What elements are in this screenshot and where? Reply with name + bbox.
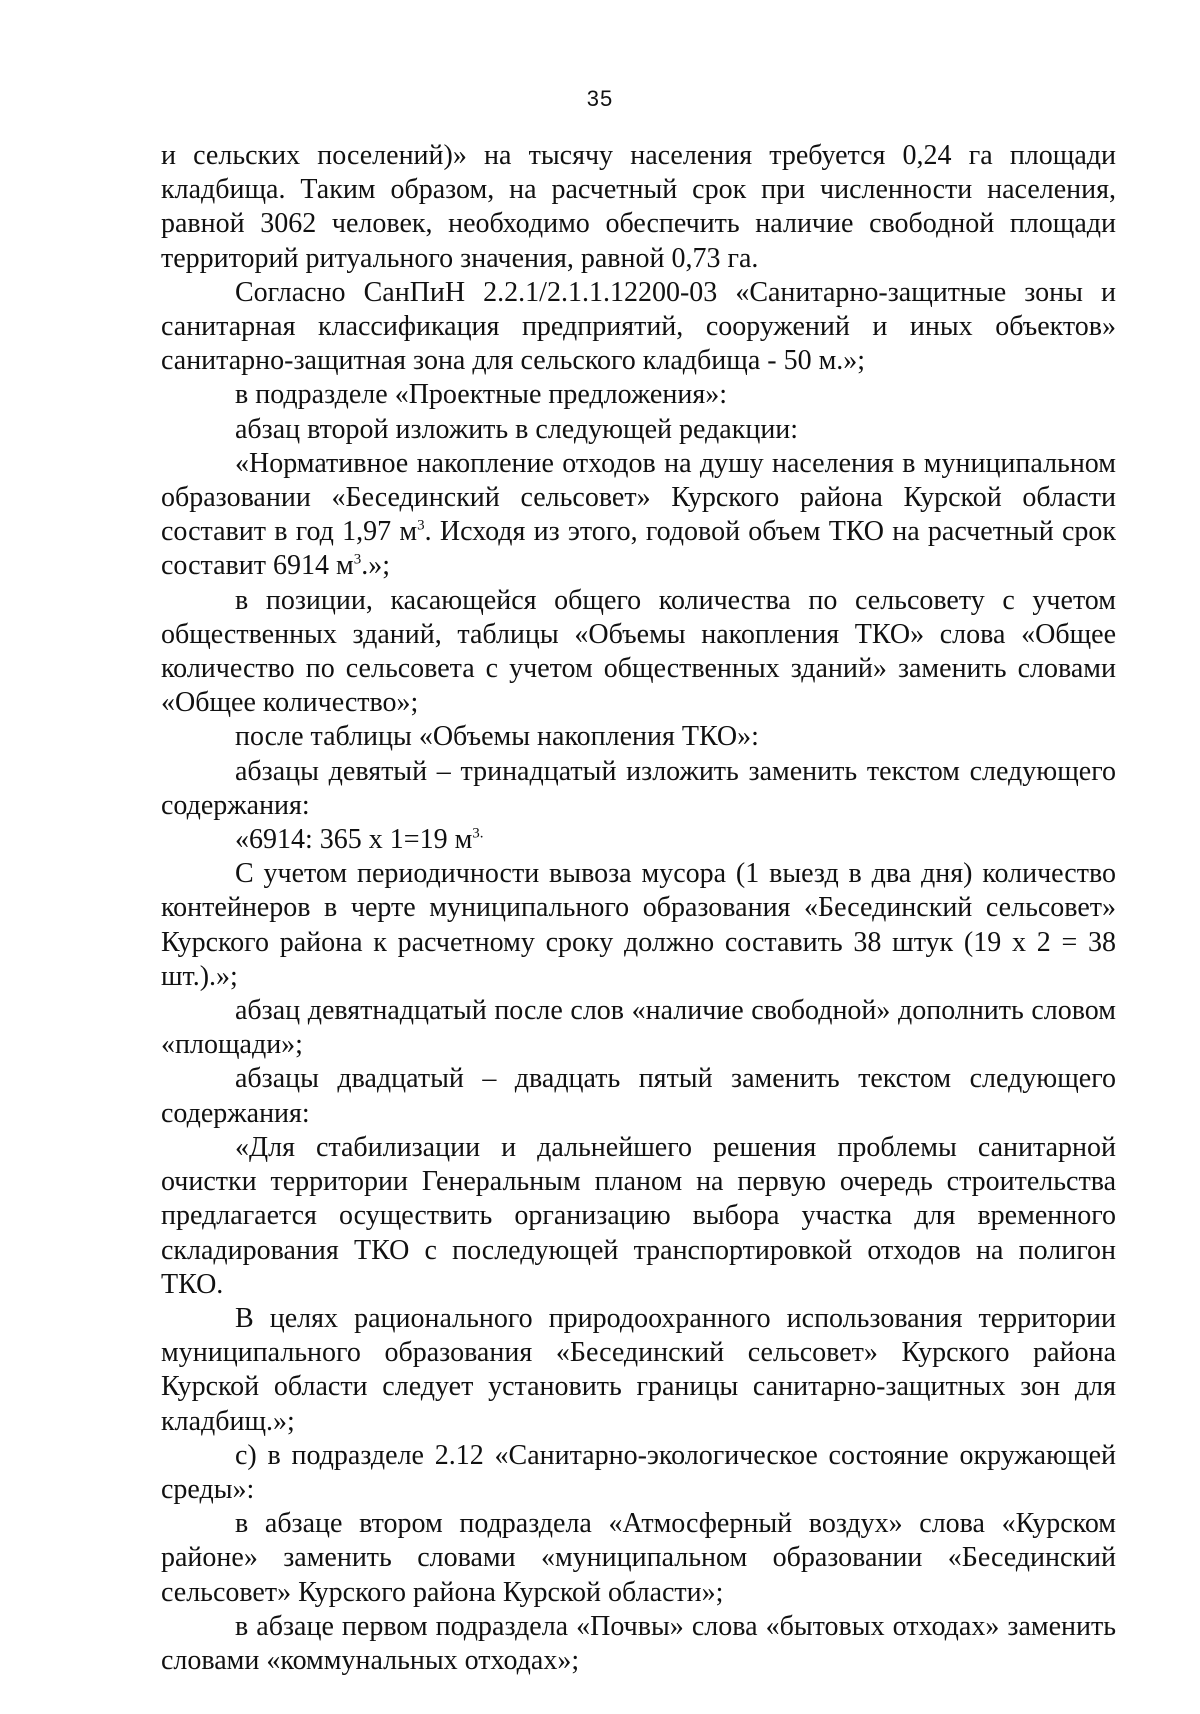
- paragraph-text: абзац девятнадцатый после слов «наличие свободной» дополнить словом «площади»;: [161, 995, 1116, 1061]
- paragraph-text: «Для стабилизации и дальнейшего решения проблемы санитарной очистки территории Генеральным планом на первую очередь строительства предлагается осуществить организацию выбора участка для временного складирования ТКО с последующей транспортировкой отходов на полигон ТКО.: [161, 1131, 1116, 1300]
- paragraph-after-table: [161, 720, 1116, 754]
- paragraph-text: с) в подразделе 2.12 «Санитарно-экологическое состояние окружающей среды»:: [161, 1439, 1116, 1505]
- paragraph-environmental: [161, 1302, 1116, 1439]
- paragraph-text: С учетом периодичности вывоза мусора (1 выезд в два дня) количество контейнеров в черте муниципального образования «Бесединский сельсовет» Курского района к расчетному сроку должно составить 38 штук (19 х 2 = 38 шт.).»;: [161, 858, 1116, 992]
- paragraph-atmosphere: [161, 1507, 1116, 1610]
- paragraph-sanpin: [161, 276, 1116, 379]
- paragraph-text: в абзаце первом подраздела «Почвы» слова «бытовых отходах» заменить словами «коммунальных отходах»;: [161, 1610, 1116, 1676]
- paragraph-text: Согласно СанПиН 2.2.1/2.1.1.12200-03 «Санитарно-защитные зоны и санитарная классификация предприятий, сооружений и иных объектов» санитарно-защитная зона для сельского кладбища - 50 м.»;: [161, 276, 1116, 377]
- paragraph-text: после таблицы «Объемы накопления ТКО»:: [235, 721, 759, 753]
- paragraph-text: абзац второй изложить в следующей редакции:: [235, 413, 799, 445]
- paragraph-text: абзацы девятый – тринадцатый изложить заменить текстом следующего содержания:: [161, 755, 1116, 821]
- paragraph-text: .»;: [361, 550, 390, 582]
- superscript: 3: [353, 552, 362, 569]
- paragraph-stabilization: [161, 1131, 1116, 1302]
- paragraph-subsection-proposals: [161, 378, 1116, 412]
- paragraph-abzacy-20-25: [161, 1062, 1116, 1130]
- paragraph-cemetery-area: [161, 139, 1116, 276]
- paragraph-text: в подразделе «Проектные предложения»:: [235, 379, 727, 411]
- paragraph-waste-norm: [161, 447, 1116, 584]
- paragraph-text: . Исходя из этого, годовой объем ТКО на расчетный срок составит 6914 м: [161, 516, 1116, 582]
- paragraph-text: В целях рационального природоохранного использования территории муниципального образования «Бесединский сельсовет» Курского района Курской области следует установить границы санитарно-защитных зон для кладбищ.»;: [161, 1302, 1116, 1437]
- superscript: 3: [417, 517, 425, 534]
- paragraph-containers: [161, 857, 1116, 994]
- paragraph-table-position: [161, 584, 1116, 721]
- paragraph-text: в позиции, касающейся общего количества по сельсовету с учетом общественных зданий, таблицы «Объемы накопления ТКО» слова «Общее количество по сельсовета с учетом общественных зданий» заменить словами «Общее количество»;: [161, 584, 1116, 719]
- paragraph-soils: [161, 1610, 1116, 1678]
- paragraph-abzacy-9-13: [161, 755, 1116, 823]
- paragraph-abzac-19: [161, 994, 1116, 1062]
- paragraph-text: в абзаце втором подраздела «Атмосферный воздух» слова «Курском районе» заменить словами «муниципальном образовании «Бесединский сельсовет» Курского района Курской области»;: [161, 1508, 1116, 1608]
- paragraph-formula: [161, 823, 1116, 857]
- paragraph-text: абзацы двадцатый – двадцать пятый заменить текстом следующего содержания:: [161, 1063, 1116, 1129]
- paragraph-text: «6914: 365 х 1=19 м: [235, 824, 473, 856]
- page-number: 35: [586, 86, 614, 111]
- document-body: [161, 139, 1116, 1678]
- paragraph-text: и сельских поселений)» на тысячу населения требуется 0,24 га площади кладбища. Таким образом, на расчетный срок при численности населения, равной 3062 человек, необходимо обеспечить наличие свободной площади территорий ритуального значения, равной 0,73 га.: [161, 140, 1116, 274]
- superscript: 3.: [472, 825, 484, 842]
- paragraph-second-abzac: [161, 413, 1116, 447]
- paragraph-text: «Нормативное накопление отходов на душу населения в муниципальном образовании «Бесединский сельсовет» Курского района Курской области составит в год 1,97 м: [161, 447, 1116, 548]
- paragraph-subsection-2-12: [161, 1439, 1116, 1507]
